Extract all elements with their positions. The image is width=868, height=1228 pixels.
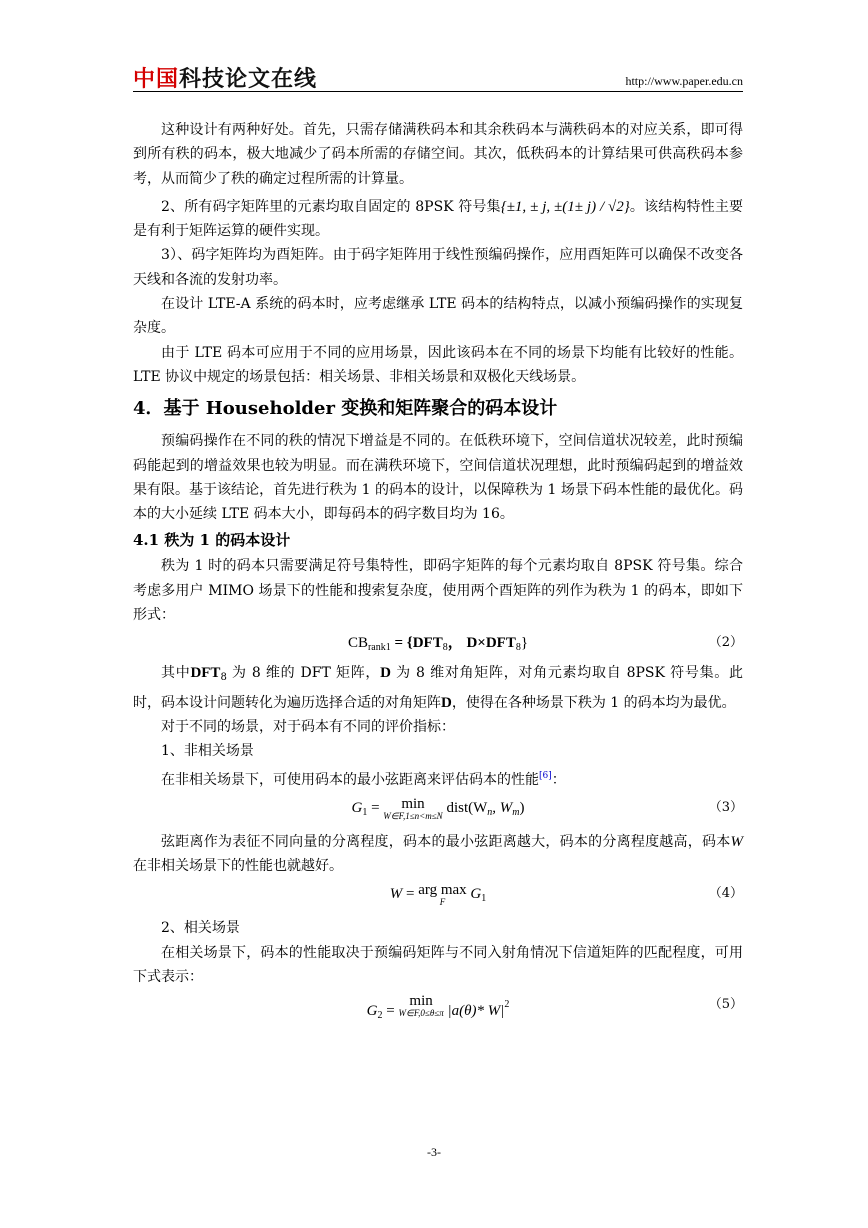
paragraph-chordal-distance: [133, 764, 743, 792]
section-4-1-heading: 4.1 秩为 1 的码本设计: [133, 531, 291, 550]
eq3-lhs: G: [351, 799, 363, 816]
dft-sub: 8: [220, 672, 227, 684]
equation-5-body: [133, 993, 743, 1028]
eq4-sub: 1: [481, 893, 487, 905]
equation-2-number: （2）: [708, 635, 743, 651]
p4-b: ：: [551, 771, 566, 788]
dft-symbol: DFT: [190, 665, 221, 682]
paragraph-8psk-text-b: 。该结构特性主要是有利于矩阵运算的硬件实现。: [133, 198, 744, 240]
page-header: [133, 62, 743, 92]
eq2-end: }: [520, 635, 529, 652]
p4-a: 在非相关场景下，可使用码本的最小弦距离来评估码本的性能: [161, 771, 539, 788]
eq3-op: min: [401, 795, 425, 812]
eq4-rhs: G: [470, 886, 482, 903]
eq3-lhs-sub: 1: [362, 806, 368, 818]
paragraph-8psk-text-a: 2、所有码字矩阵里的元素均取自固定的 8PSK 符号集: [161, 198, 501, 215]
d-symbol: D: [380, 665, 391, 682]
page-number: -3-: [427, 1145, 441, 1159]
equation-5: [133, 991, 743, 1027]
eq3-comma: , W: [492, 799, 513, 816]
reference-6-link[interactable]: [6]: [539, 770, 552, 781]
equation-4: [133, 880, 743, 914]
eq2-sub1: 8: [442, 642, 448, 654]
p2-b: 为 8 维的 DFT 矩阵，: [226, 665, 381, 682]
p5-a: 弦距离作为表征不同向量的分离程度，码本的最小弦距离越大，码本的分离程度越高，码本: [161, 833, 731, 850]
paragraph-unitary: 3）、码字矩阵均为酉矩阵。由于码字矩阵用于线性预编码操作，应用酉矩阵可以确保不改变各天线和各流的发射功率。: [133, 247, 743, 288]
eq5-eq: =: [382, 1003, 399, 1020]
paragraph-8psk: [133, 195, 743, 244]
page-content: [133, 118, 743, 1029]
eq3-end: ): [519, 799, 525, 816]
logo-dark-text: 科技论文在线: [179, 67, 318, 92]
p2-c: 为 8 维对角矩阵，对角元素均取自 8PSK 符号集。此时，码本设计问题转化为遍历选择合适的对角矩阵: [133, 665, 743, 711]
eq3-min-operator: [383, 796, 442, 821]
paragraph-metrics: 对于不同的场景，对于码本有不同的评价指标：: [161, 718, 455, 735]
w-symbol: W: [730, 833, 743, 850]
eq3-sub2: m: [512, 806, 520, 818]
eq5-op: min: [409, 993, 433, 1010]
eq2-lhs-sub: rank1: [367, 642, 391, 654]
eq2-mid: ， D×DFT: [447, 635, 516, 652]
equation-3: [133, 794, 743, 828]
paragraph-rank1-intro: 秩为 1 时的码本只需要满足符号集特性，即码字矩阵的每个元素均取自 8PSK 符号集。综合考虑多用户 MIMO 场景下的性能和搜索复杂度，使用两个酉矩阵的列作为秩为 1 的码本，即如下形式：: [133, 558, 743, 624]
section-4-heading: 4．基于 Householder 变换和矩阵聚合的码本设计: [133, 398, 558, 420]
eq4-op-under: F: [439, 897, 446, 908]
item-uncorrelated: 1、非相关场景: [161, 743, 254, 760]
eq4-op: arg max: [418, 882, 467, 899]
symbol-set-formula: {±1, ± j, ±(1± j) / √2}: [500, 198, 630, 215]
header-url[interactable]: http://www.paper.edu.cn: [625, 74, 743, 88]
paragraph-lte-a: 在设计 LTE-A 系统的码本时，应考虑继承 LTE 码本的结构特点，以减小预编码操作的实现复杂度。: [133, 296, 743, 337]
equation-3-number: （3）: [708, 799, 743, 815]
eq2-rhs: = {DFT: [390, 635, 443, 652]
paragraph-separation: [133, 830, 743, 879]
header-rule: [133, 91, 743, 92]
p2-a: 其中: [161, 665, 191, 682]
eq5-lhs-sub: 2: [377, 1010, 383, 1022]
eq3-sub1: n: [487, 806, 493, 818]
equation-4-body: [133, 882, 743, 911]
paragraph-dft-diagonal: [133, 661, 743, 715]
paragraph-storage-benefit: 这种设计有两种好处。首先，只需存储满秩码本和其余秩码本与满秩码本的对应关系，即可得到所有秩的码本，极大地减少了码本所需的存储空间。其次，低秩码本的计算结果可供高秩码本参考，从而简少了秩的确定过程所需的计算量。: [133, 122, 743, 187]
eq4-lhs: W: [389, 886, 403, 903]
eq3-op-under: W∈F,1≤n<m≤N: [383, 810, 443, 821]
paragraph-scenarios: 由于 LTE 码本可应用于不同的应用场景，因此该码本在不同的场景下均能有比较好的性能。LTE 协议中规定的场景包括：相关场景、非相关场景和双极化天线场景。: [133, 344, 743, 385]
p2-e: ，使得在各种场景下秩为 1 的码本均为最优。: [451, 694, 736, 711]
eq5-op-under: W∈F,0≤θ≤π: [398, 1008, 444, 1019]
p5-b: 在非相关场景下的性能也就越好。: [133, 858, 343, 875]
equation-4-number: （4）: [708, 886, 743, 902]
equation-2-body: [133, 631, 743, 660]
journal-logo: [133, 62, 317, 93]
eq2-lhs: CB: [347, 635, 368, 652]
equation-3-body: [133, 796, 743, 825]
eq3-rhs: dist(W: [446, 799, 488, 816]
eq2-sub2: 8: [515, 642, 521, 654]
item-correlated: 2、相关场景: [161, 920, 240, 937]
d-symbol-2: D: [441, 694, 452, 711]
eq4-argmax-operator: [418, 882, 466, 907]
equation-5-number: （5）: [708, 997, 743, 1013]
eq5-min-operator: [398, 993, 443, 1018]
eq4-eq: =: [402, 886, 419, 903]
paragraph-correlated-matching: 在相关场景下，码本的性能取决于预编码矩阵与不同入射角情况下信道矩阵的匹配程度，可用下式表示：: [133, 944, 743, 986]
logo-red-text: 中国: [133, 67, 180, 92]
equation-2: [133, 629, 743, 659]
eq3-eq: =: [367, 799, 384, 816]
eq5-sup: 2: [504, 999, 510, 1011]
eq5-rhs: |a(θ)* W|: [447, 1003, 505, 1020]
eq5-lhs: G: [366, 1003, 378, 1020]
paragraph-precoding-gain: 预编码操作在不同的秩的情况下增益是不同的。在低秩环境下，空间信道状况较差，此时预编码能起到的增益效果也较为明显。而在满秩环境下，空间信道状况理想，此时预编码起到的增益效果有限。基于该结论，首先进行秩为 1 的码本的设计，以保障秩为 1 场景下码本性能的最优化。码本的大小延续 LTE 码本大小，即每码本的码字数目均为 16。: [133, 433, 743, 523]
